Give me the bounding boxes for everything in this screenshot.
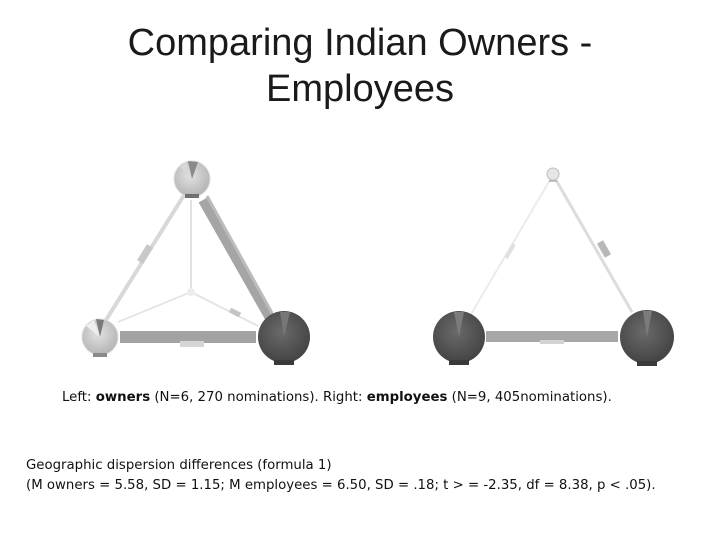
slide-title-line-2: Employees xyxy=(266,68,454,110)
owners-center-node xyxy=(187,288,195,296)
employees-edge-bottom-inner xyxy=(540,340,564,344)
owners-edge-bottom-inner xyxy=(180,341,204,347)
owners-edge-top-left-arrow xyxy=(140,246,150,262)
slide-title xyxy=(0,20,720,112)
owners-node-left xyxy=(82,319,118,357)
employees-edge-top-right-arrow xyxy=(600,242,608,256)
figure-caption xyxy=(62,390,712,405)
caption-owners-label: owners xyxy=(95,390,151,405)
employees-node-right xyxy=(620,310,674,366)
owners-edge-top-right-inner xyxy=(207,196,272,313)
employees-edges xyxy=(470,180,632,344)
statistics-text xyxy=(26,456,716,496)
employees-network xyxy=(433,168,674,366)
owners-edge-center-right xyxy=(191,292,258,326)
owners-node-top xyxy=(174,161,210,198)
employees-edge-top-right xyxy=(556,180,632,312)
stats-line-1: Geographic dispersion differences (formula 1) xyxy=(26,458,332,473)
caption-employees-label: employees xyxy=(366,390,448,405)
caption-employees-detail: (N=9, 405nominations). xyxy=(447,390,612,405)
network-diagrams xyxy=(0,150,720,380)
caption-prefix: Left: xyxy=(62,390,96,405)
owners-edge-top-right xyxy=(203,200,270,318)
slide-title-line-1: Comparing Indian Owners - xyxy=(127,22,593,64)
owners-network xyxy=(82,161,310,365)
caption-owners-detail: (N=6, 270 nominations). Right: xyxy=(150,390,367,405)
employees-node-left xyxy=(433,311,485,365)
owners-edge-center-right-arrow xyxy=(230,310,240,315)
owners-edges xyxy=(106,192,272,347)
owners-node-right xyxy=(258,311,310,365)
owners-edge-center-left xyxy=(118,292,191,322)
stats-line-2: (M owners = 5.58, SD = 1.15; M employees = 6.50, SD = .18; t > = -2.35, df = 8.38, p < .05). xyxy=(26,478,656,493)
